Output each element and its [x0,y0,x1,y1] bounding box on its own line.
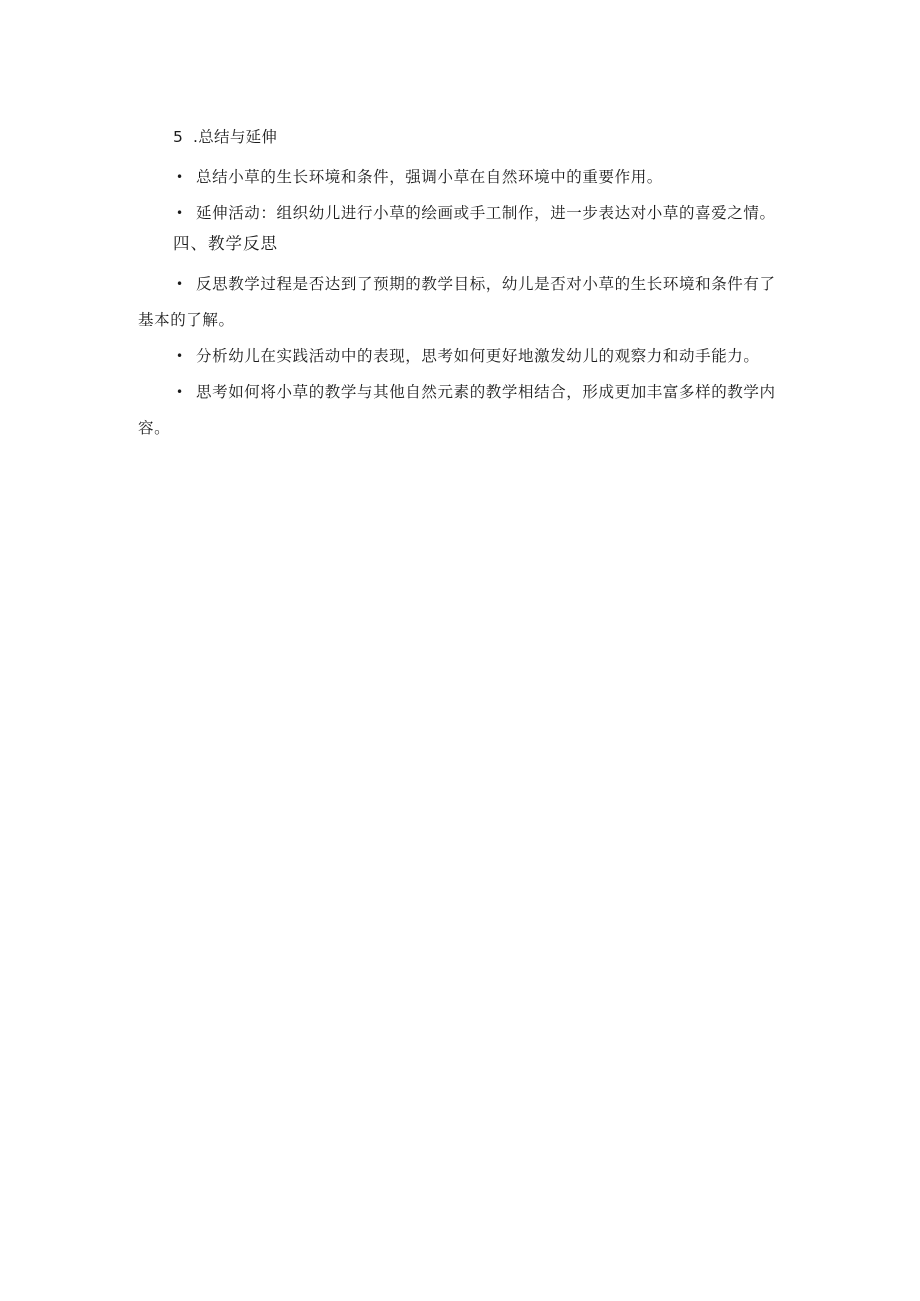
list-item [138,266,788,338]
bullet-icon: • [176,385,184,399]
section-title: .总结与延伸 [193,128,278,146]
list-item-text: 延伸活动：组织幼儿进行小草的绘画或手工制作，进一步表达对小草的喜爱之情。 [196,204,776,222]
section-heading-reflection: 四、教学反思 [173,234,278,253]
list-item [138,195,788,231]
list-item-text: 思考如何将小草的教学与其他自然元素的教学相结合，形成更加丰富多样的教学内容。 [138,383,776,437]
bullet-icon: • [176,349,184,363]
bullet-icon: • [176,170,184,184]
list-item-text: 总结小草的生长环境和条件，强调小草在自然环境中的重要作用。 [196,168,663,186]
section-heading-summary [138,124,788,150]
list-item-text: 反思教学过程是否达到了预期的教学目标，幼儿是否对小草的生长环境和条件有了基本的了解。 [138,275,776,329]
list-item-text: 分析幼儿在实践活动中的表现，思考如何更好地激发幼儿的观察力和动手能力。 [196,347,760,365]
section-number: 5 [173,128,184,146]
list-item [138,159,788,195]
list-item [138,374,788,446]
bullet-icon: • [176,206,184,220]
document-content [138,124,788,446]
list-item [138,338,788,374]
bullet-icon: • [176,277,184,291]
